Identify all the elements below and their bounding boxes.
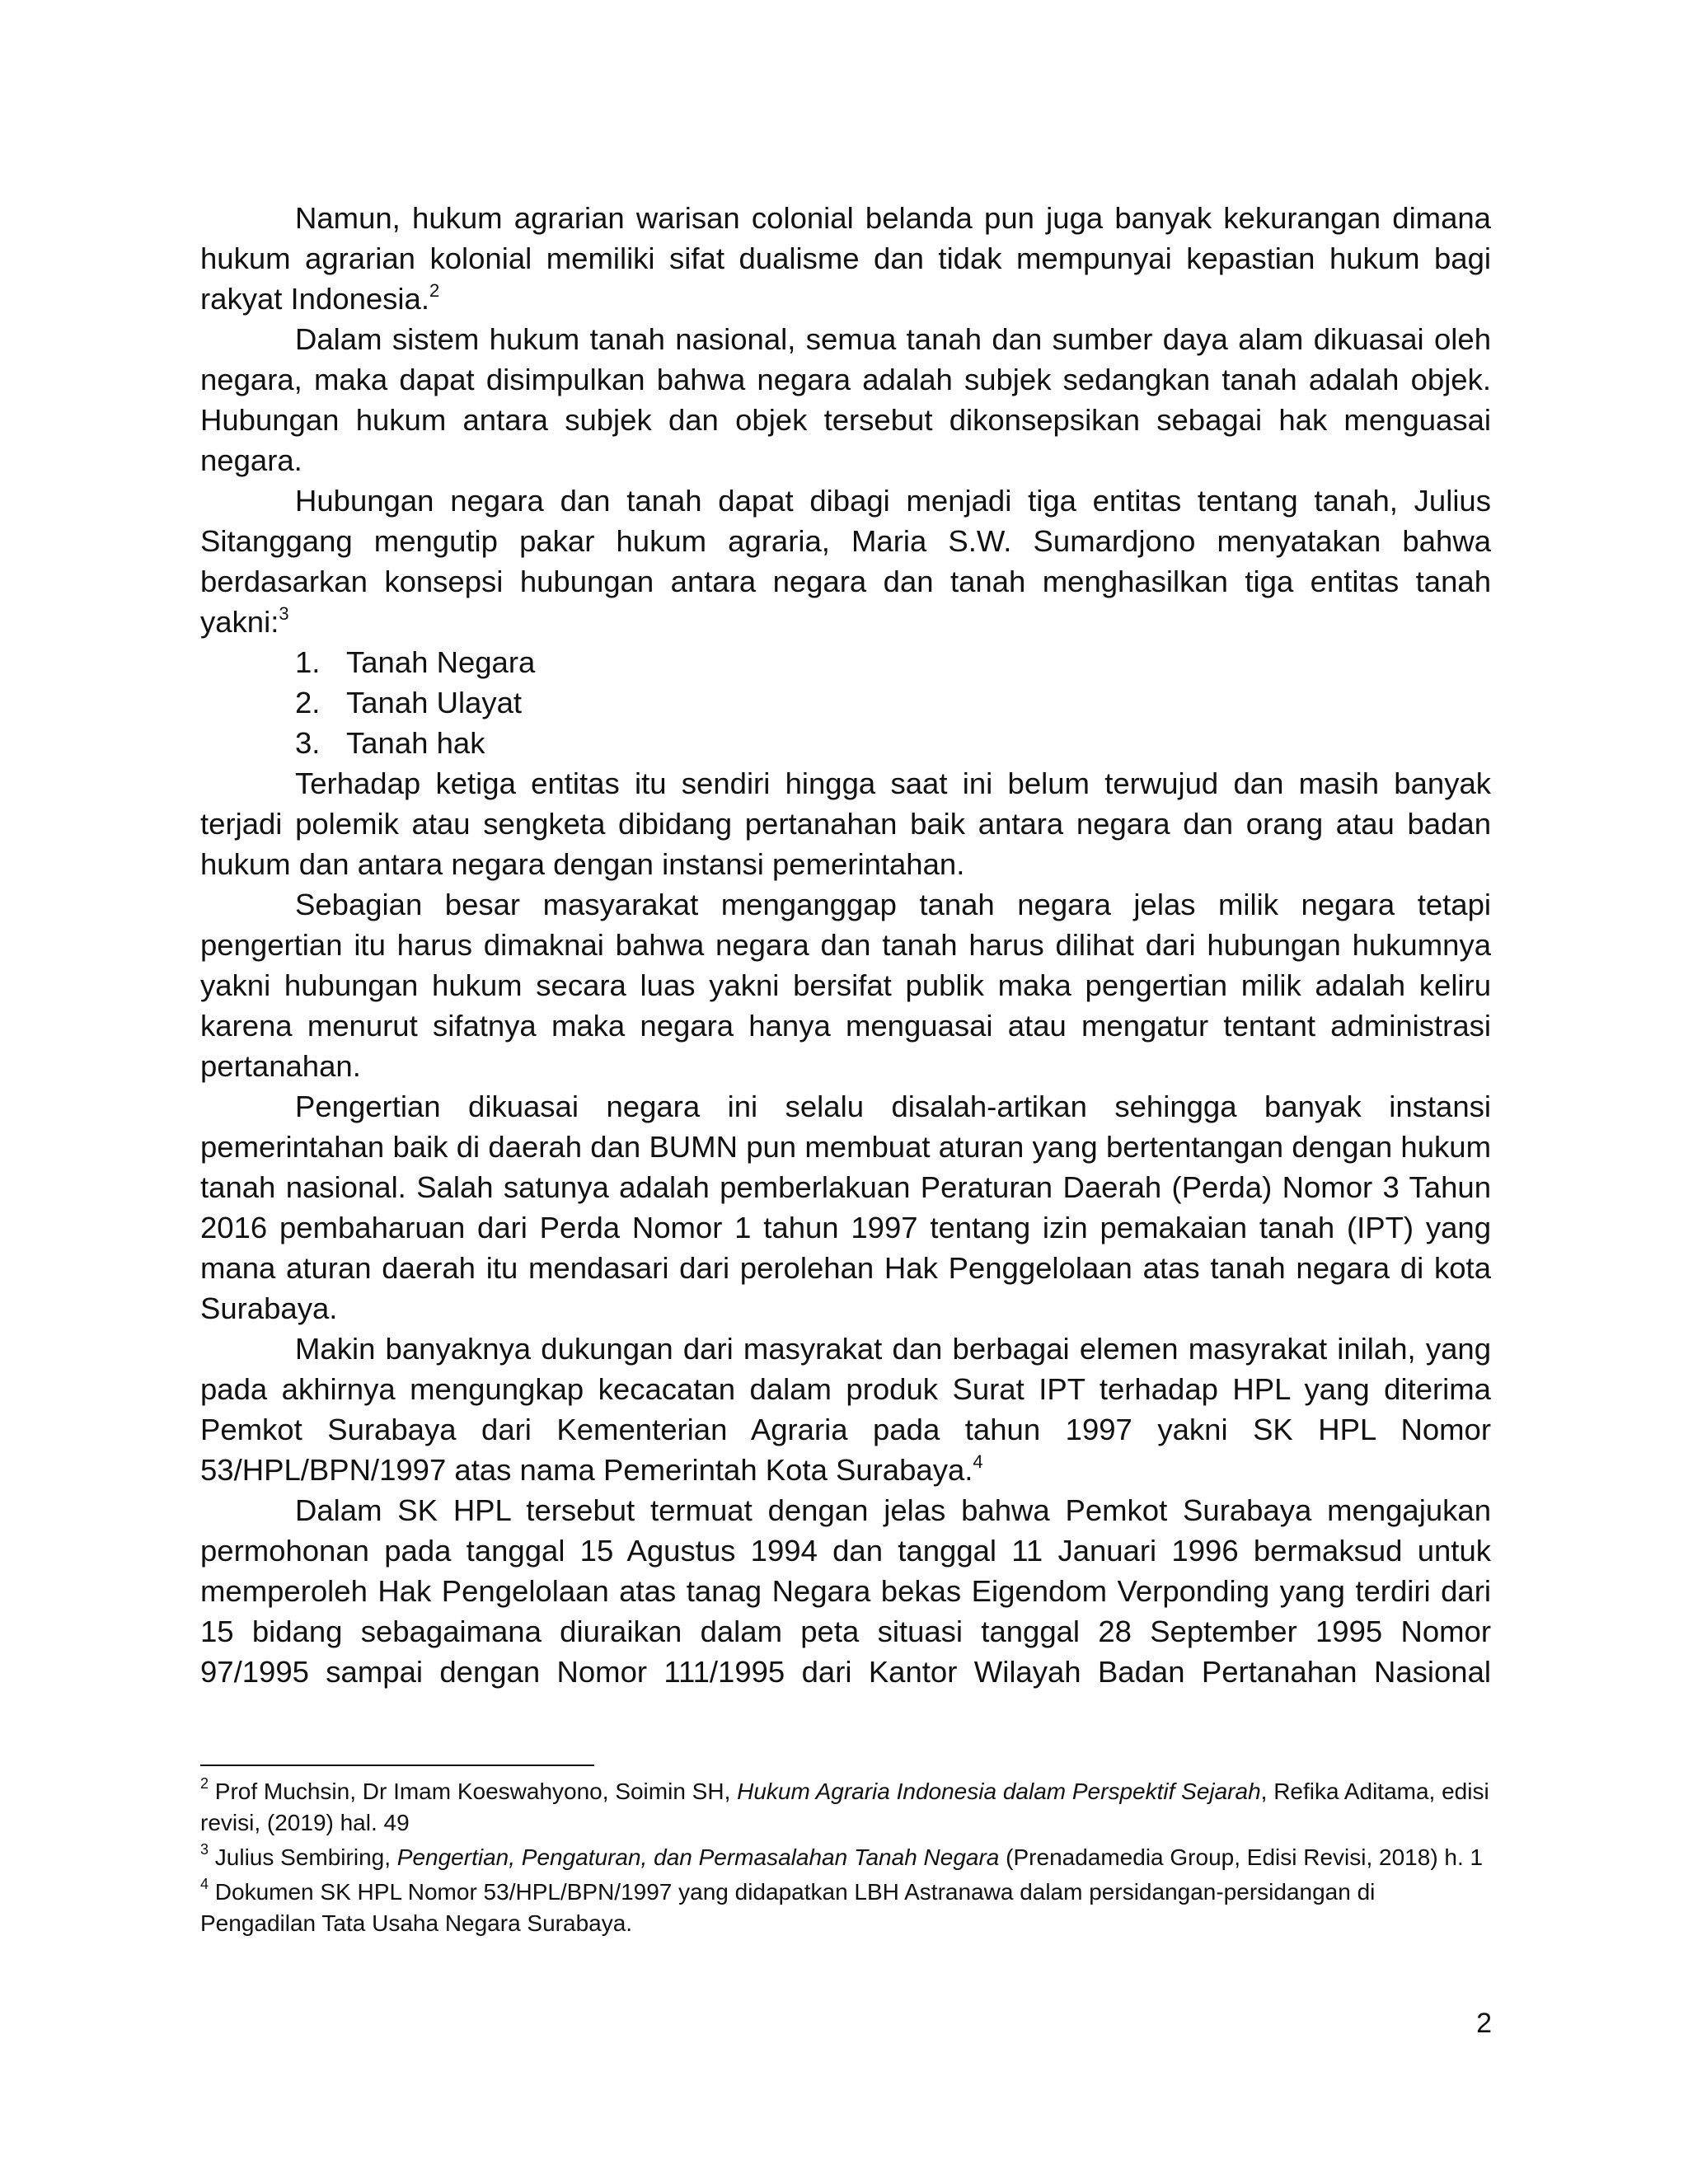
paragraph: Hubungan negara dan tanah dapat dibagi menjadi tiga entitas tentang tanah, Julius Sitanggang mengutip pakar hukum agraria, Maria S.W. Sumardjono menyatakan bahwa berdasarkan konsepsi hubungan antara negara dan tanah menghasilkan tiga entitas tanah yakni:$^3$ <box>200 484 1491 639</box>
list-item: 2. Tanah Ulayat <box>295 686 523 719</box>
paragraph: Dalam sistem hukum tanah nasional, semua tanah dan sumber daya alam dikuasai oleh negara, maka dapat disimpulkan bahwa negara adalah subjek sedangkan tanah adalah objek. Hubungan hukum antara subjek dan objek tersebut dikonsepsikan sebagai hak menguasai negara. <box>200 322 1491 477</box>
paragraph: Dalam SK HPL tersebut termuat dengan jelas bahwa Pemkot Surabaya mengajukan permohonan pada tanggal 15 Agustus 1994 dan tanggal 11 Januari 1996 bermaksud untuk memperoleh Hak Pengelolaan atas tanag Negara bekas Eigendom Verponding yang terdiri dari 15 bidang sebagaimana diuraikan dalam peta situasi tanggal 28 September 1995 Nomor 97/1995 sampai dengan Nomor 111/1995 dari Kantor Wilayah Badan Pertanahan Nasional <box>200 1493 1491 1689</box>
body-text <box>200 198 1491 1692</box>
paragraph: Makin banyaknya dukungan dari masyrakat dan berbagai elemen masyrakat inilah, yang pada akhirnya mengungkap kecacatan dalam produk Surat IPT terhadap HPL yang diterima Pemkot Surabaya dari Kementerian Agraria pada tahun 1997 yakni SK HPL Nomor 53/HPL/BPN/1997 atas nama Pemerintah Kota Surabaya.$^4$ <box>200 1332 1491 1487</box>
footnote: $^4$ Dokumen SK HPL Nomor 53/HPL/BPN/1997 yang didapatkan LBH Astranawa dalam persidangan-persidangan di Pengadilan Tata Usaha Negara Surabaya. <box>200 1875 1376 1936</box>
footnote: $^3$ Julius Sembiring, Pengertian, Pengaturan, dan Permasalahan Tanah Negara (Prenadamedia Group, Edisi Revisi, 2018) h. 1 <box>200 1840 1484 1870</box>
paragraph: Pengertian dikuasai negara ini selalu disalah-artikan sehingga banyak instansi pemerintahan baik di daerah dan BUMN pun membuat aturan yang bertentangan dengan hukum tanah nasional. Salah satunya adalah pemberlakuan Peraturan Daerah (Perda) Nomor 3 Tahun 2016 pembaharuan dari Perda Nomor 1 tahun 1997 tentang izin pemakaian tanah (IPT) yang mana aturan daerah itu mendasari dari perolehan Hak Penggelolaan atas tanah negara di kota Surabaya. <box>200 1090 1491 1325</box>
paragraph: Namun, hukum agrarian warisan colonial belanda pun juga banyak kekurangan dimana hukum agrarian kolonial memiliki sifat dualisme dan tidak mempunyai kepastian hukum bagi rakyat Indonesia.$^2$ <box>200 201 1491 316</box>
list-item: 3. Tanah hak <box>295 726 485 760</box>
footnote-ref[interactable]: 3 <box>279 602 289 624</box>
footnotes <box>200 1776 1491 1943</box>
entity-list <box>200 642 1491 763</box>
list-item: 1. Tanah Negara <box>295 645 536 679</box>
paragraph: Sebagian besar masyarakat menganggap tanah negara jelas milik negara tetapi pengertian itu harus dimaknai bahwa negara dan tanah harus dilihat dari hubungan hukumnya yakni hubungan hukum secara luas yakni bersifat publik maka pengertian milik adalah keliru karena menurut sifatnya maka negara hanya menguasai atau mengatur tentant administrasi pertanahan. <box>200 888 1491 1083</box>
paragraph: Terhadap ketiga entitas itu sendiri hingga saat ini belum terwujud dan masih banyak terjadi polemik atau sengketa dibidang pertanahan baik antara negara dan orang atau badan hukum dan antara negara dengan instansi pemerintahan. <box>200 766 1491 881</box>
footnote-ref[interactable]: 2 <box>429 279 440 301</box>
footnote-separator <box>200 1765 594 1766</box>
footnote: $^2$ Prof Muchsin, Dr Imam Koeswahyono, Soimin SH, Hukum Agraria Indonesia dalam Perspektif Sejarah, Refika Aditama, edisi revisi, (2019) hal. 49 <box>200 1774 1489 1835</box>
page-number: 2 <box>1476 2008 1492 2039</box>
footnote-ref[interactable]: 4 <box>973 1451 983 1472</box>
